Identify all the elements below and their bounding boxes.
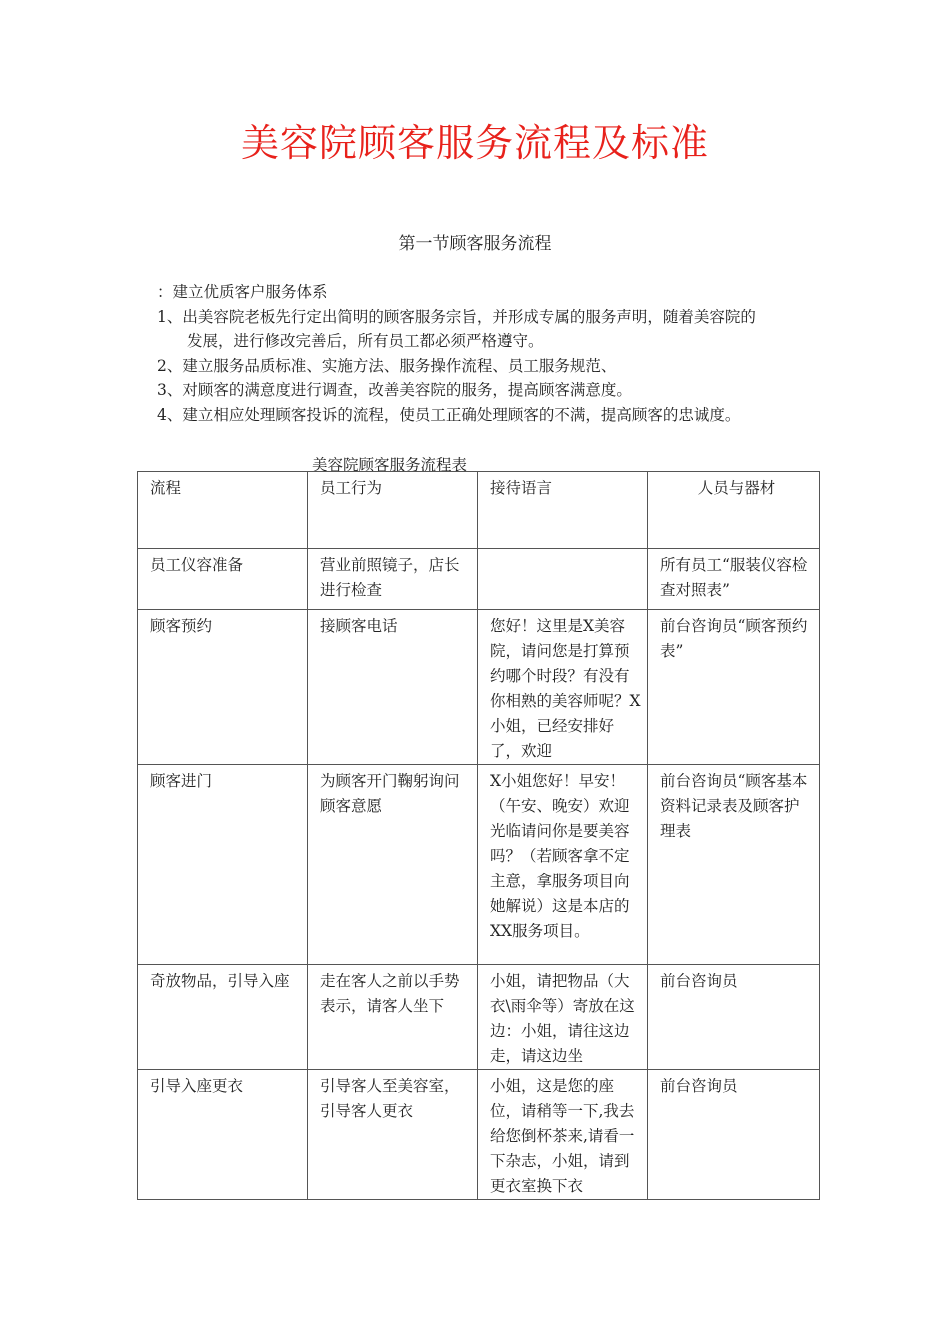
- intro-item-2: 2、建立服务品质标准、实施方法、服务操作流程、员工服务规范、: [157, 356, 617, 375]
- intro-item-1-continued: 发展，进行修改完善后，所有员工都必须严格遵守。: [187, 332, 544, 350]
- header-cell: 人员与器材: [648, 472, 820, 549]
- table-cell: 奇放物品，引导入座: [138, 965, 308, 1070]
- table-cell: 走在客人之前以手势表示，请客人坐下: [308, 965, 478, 1070]
- header-cell: 接待语言: [478, 472, 648, 549]
- intro-item-1: 1、出美容院老板先行定出简明的顾客服务宗旨，并形成专属的服务声明，随着美容院的: [157, 307, 756, 326]
- table-cell: 前台咨询员: [648, 965, 820, 1070]
- table-cell: 顾客进门: [138, 765, 308, 965]
- table-header-row: [138, 472, 820, 549]
- table-cell: 您好！这里是X美容院，请问您是打算预约哪个时段？有没有你相熟的美容师呢？X小姐，已经安排好了，欢迎: [478, 610, 648, 765]
- table-cell: X小姐您好！早安！（午安、晚安）欢迎光临请问你是要美容吗？（若顾客拿不定主意，拿服务项目向她解说）这是本店的XX服务项目。: [478, 765, 648, 965]
- table-cell: 前台咨询员“顾客预约表”: [648, 610, 820, 765]
- table-cell: 前台咨询员: [648, 1070, 820, 1200]
- table-cell: 小姐，请把物品（大衣\雨伞等）寄放在这边：小姐，请往这边走，请这边坐: [478, 965, 648, 1070]
- header-cell: 员工行为: [308, 472, 478, 549]
- table-cell: 所有员工“服装仪容检查对照表”: [648, 549, 820, 610]
- table-cell: 顾客预约: [138, 610, 308, 765]
- intro-heading: ：建立优质客户服务体系: [157, 283, 328, 301]
- section-title: 第一节顾客服务流程: [398, 234, 552, 254]
- table-row: [138, 765, 820, 965]
- table-cell: 接顾客电话: [308, 610, 478, 765]
- table-cell: [478, 549, 648, 610]
- table-cell: 营业前照镜子，店长进行检查: [308, 549, 478, 610]
- table-title: 美容院顾客服务流程表: [312, 456, 468, 474]
- table-cell: 小姐，这是您的座位，请稍等一下,我去给您倒杯茶来,请看一下杂志，小姐，请到更衣室换下衣: [478, 1070, 648, 1200]
- table-cell: 员工仪容准备: [138, 549, 308, 610]
- table-cell: 前台咨询员“顾客基本资料记录表及顾客护理表: [648, 765, 820, 965]
- table-cell: 引导入座更衣: [138, 1070, 308, 1200]
- intro-list: [157, 280, 827, 427]
- intro-item-3: 3、对顾客的满意度进行调查，改善美容院的服务，提高顾客满意度。: [157, 381, 632, 399]
- table-cell: 为顾客开门鞠躬询问顾客意愿: [308, 765, 478, 965]
- table-cell: 引导客人至美容室，引导客人更衣: [308, 1070, 478, 1200]
- document-title: 美容院顾客服务流程及标准: [240, 121, 709, 165]
- table-row: [138, 965, 820, 1070]
- table-row: [138, 549, 820, 610]
- table-row: [138, 1070, 820, 1200]
- table-row: [138, 610, 820, 765]
- service-flow-table: [137, 471, 820, 1200]
- intro-item-4: 4、建立相应处理顾客投诉的流程，使员工正确处理顾客的不满，提高顾客的忠诚度。: [157, 405, 741, 424]
- header-cell: 流程: [138, 472, 308, 549]
